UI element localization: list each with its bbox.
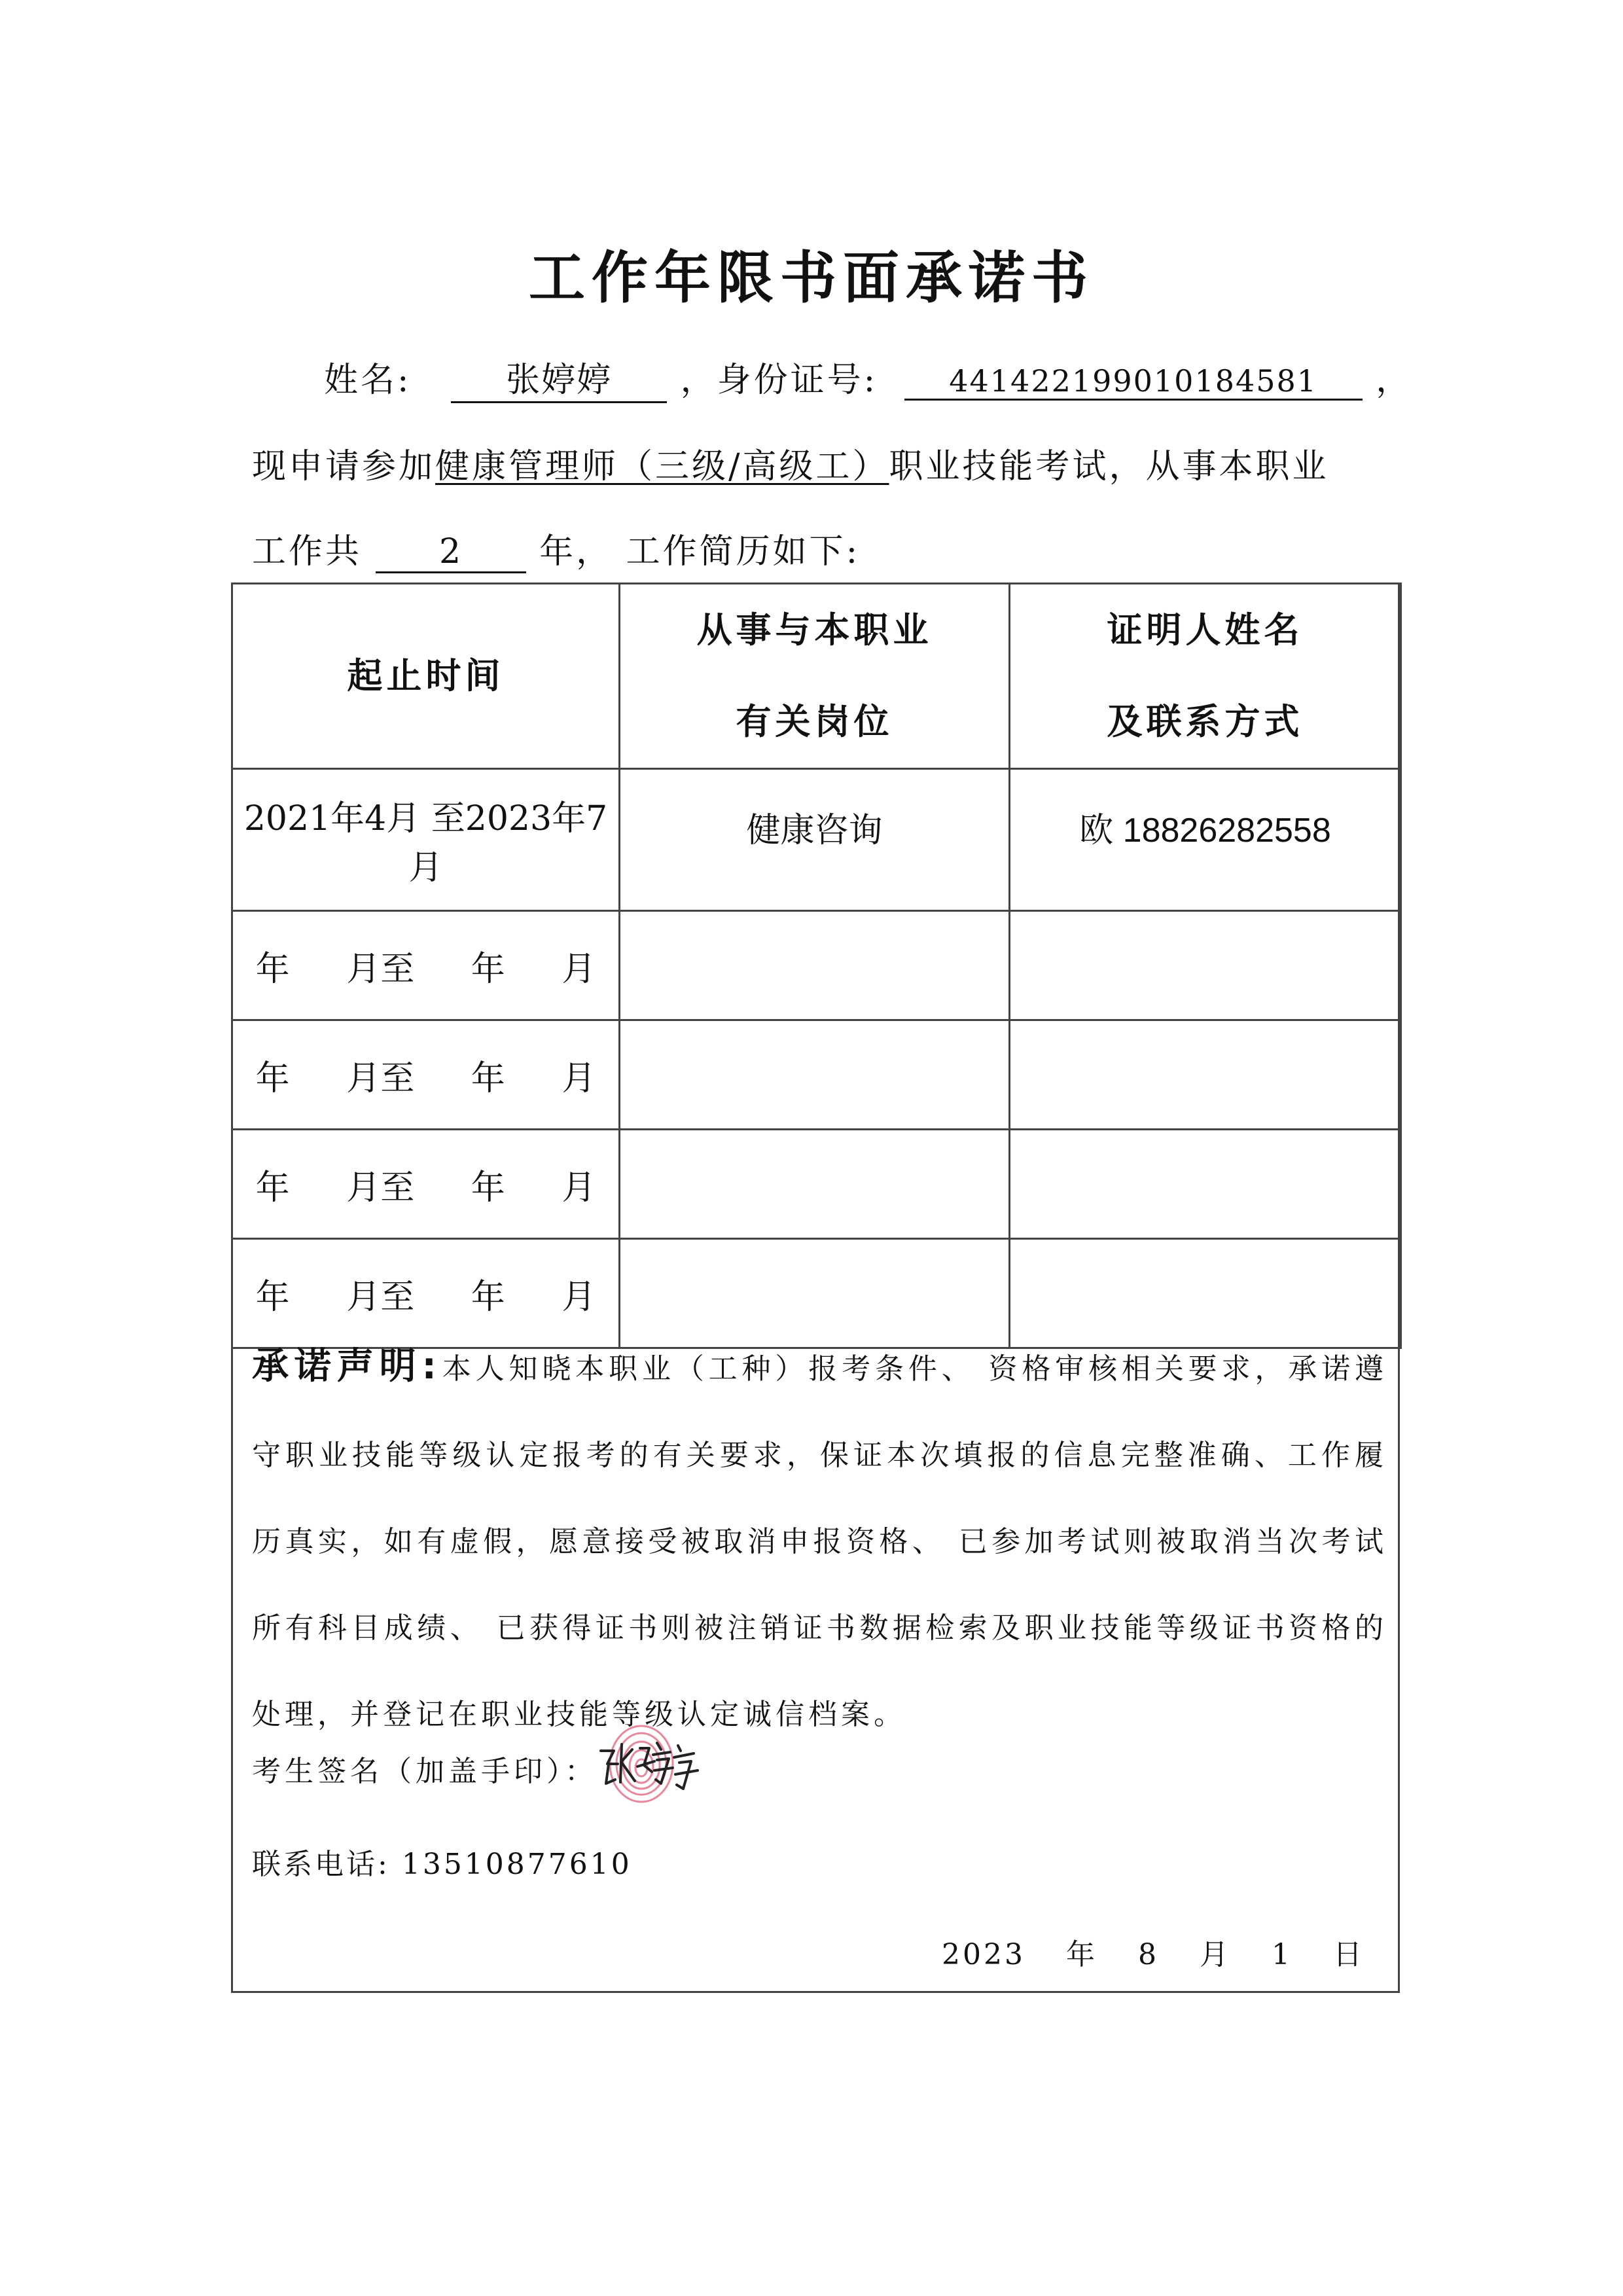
name-label: 姓名: (324, 361, 412, 400)
row-witness-empty (1010, 1020, 1401, 1130)
years-value: 2 (376, 532, 526, 573)
row-period-empty: 年 月至 年 月 (232, 1239, 620, 1348)
date-day-unit: 日 (1333, 1938, 1364, 1971)
contact-phone-value: 13510877610 (401, 1848, 632, 1881)
id-number-value: 441422199010184581 (904, 363, 1363, 401)
row-period-empty: 年 月至 年 月 (232, 1020, 620, 1130)
date-month-unit: 月 (1200, 1938, 1231, 1971)
signature-with-fingerprint (589, 1712, 720, 1810)
id-label: ，身份证号: (680, 361, 878, 400)
row-position-empty (620, 1130, 1010, 1239)
header-witness: 证明人姓名 及联系方式 (1010, 584, 1401, 769)
date-day: 1 (1272, 1938, 1293, 1971)
sign-date (925, 1931, 1364, 1973)
apply-suffix: 职业技能考试，从事本职业 (889, 447, 1329, 486)
document-title: 工作年限书面承诺书 (529, 245, 1094, 311)
handwritten-signature (601, 1743, 698, 1789)
row-period-empty: 年 月至 年 月 (232, 911, 620, 1020)
declaration-body: 本人知晓本职业（工种）报考条件、 资格审核相关要求，承诺遵守职业技能等级认定报考的有关要求，保证本次填报的信息完整准确、工作履历真实，如有虚假，愿意接受被取消申报资格、 已参加考试则被取消当次考试所有科目成绩、 已获得证书则被注销证书数据检索及职业技能等级证书资格的处理，并登记在职业技能等级认定诚信档案。 (252, 1352, 1388, 1731)
exam-name: 健康管理师（三级/高级工） (435, 447, 889, 486)
name-id-line (324, 352, 1412, 403)
row-period-empty: 年 月至 年 月 (232, 1130, 620, 1239)
fingerprint-stamp (610, 1726, 673, 1802)
date-month: 8 (1138, 1938, 1159, 1971)
apply-prefix: 现申请参加 (252, 447, 436, 486)
row-witness-empty (1010, 1130, 1401, 1239)
declaration-paragraph (252, 1323, 1387, 1758)
row-witness-empty (1010, 911, 1401, 1020)
years-line (252, 524, 860, 573)
contact-phone-label: 联系电话: (252, 1848, 390, 1881)
row-position: 健康咨询 (620, 769, 1010, 911)
declaration-heading: 承诺声明: (252, 1345, 442, 1388)
table-row (232, 769, 1401, 911)
row-period: 2021年4月 至2023年7月 (232, 769, 620, 911)
row-witness: 欧 18826282558 (1010, 769, 1401, 911)
table-row (232, 1020, 1401, 1130)
apply-line (252, 439, 1329, 488)
table-row (232, 1130, 1401, 1239)
years-prefix: 工作共 (252, 532, 363, 571)
row-position-empty (620, 1020, 1010, 1130)
signature-label: 考生签名（加盖手印）： (252, 1755, 597, 1788)
header-period: 起止时间 (232, 584, 620, 769)
comma: ， (1376, 361, 1413, 400)
contact-phone-line (252, 1840, 632, 1882)
date-year-unit: 年 (1066, 1938, 1097, 1971)
name-value: 张婷婷 (451, 352, 667, 403)
date-year: 2023 (942, 1938, 1026, 1971)
table-row (232, 911, 1401, 1020)
row-position-empty (620, 911, 1010, 1020)
work-history-table (231, 583, 1402, 1349)
table-header-row (232, 584, 1401, 769)
years-suffix: 年， 工作简历如下: (539, 532, 861, 571)
header-position: 从事与本职业 有关岗位 (620, 584, 1010, 769)
